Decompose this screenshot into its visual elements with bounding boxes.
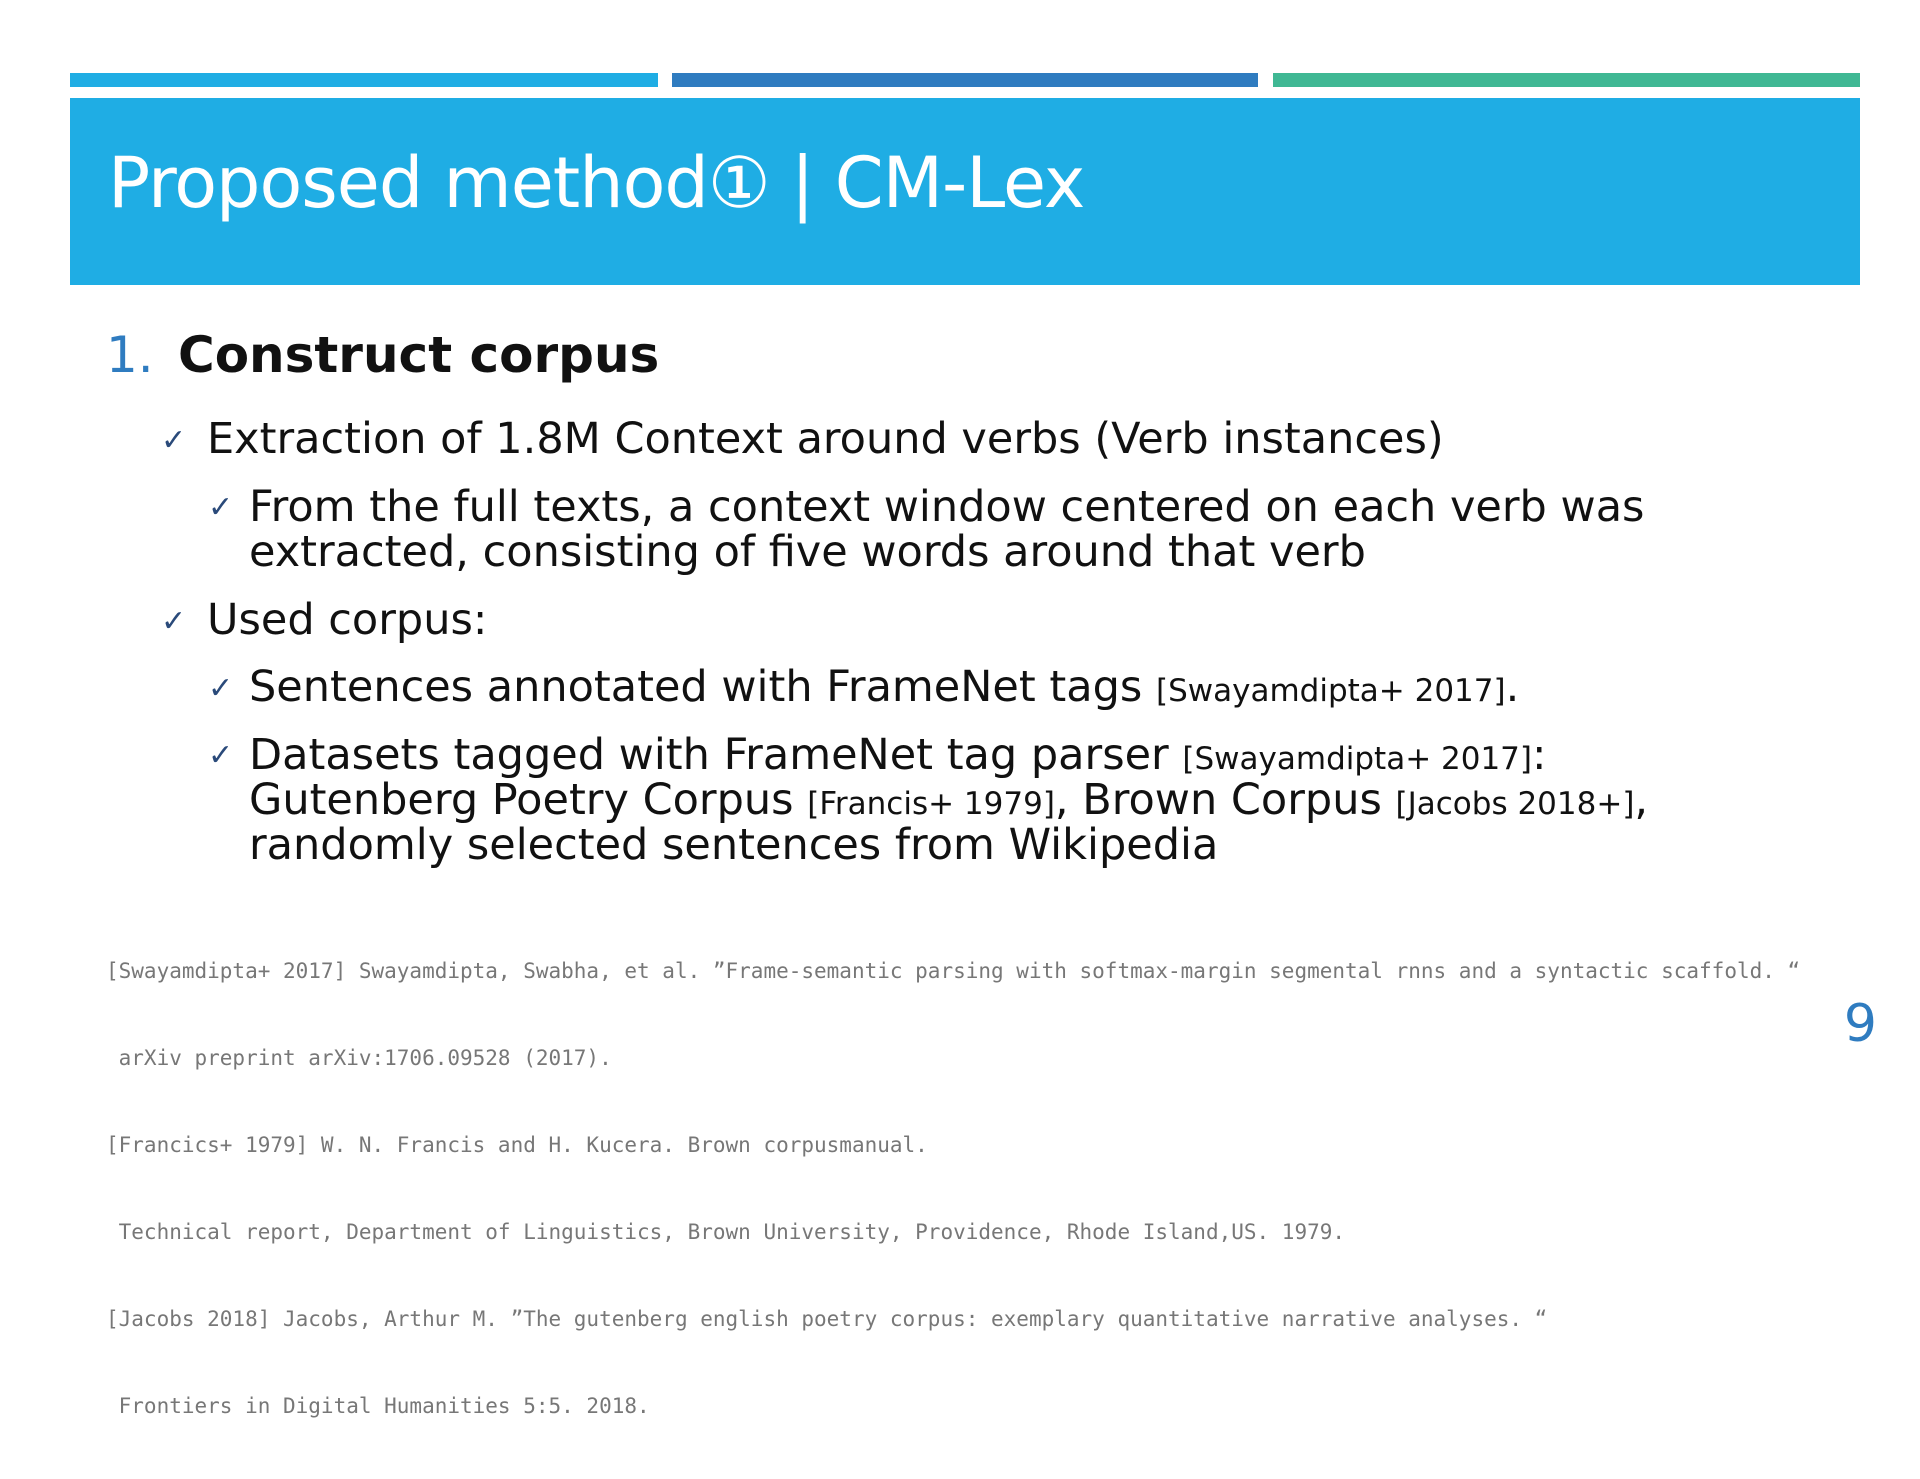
check-icon: ✓ <box>208 490 234 525</box>
reference-line: Frontiers in Digital Humanities 5:5. 2018. <box>106 1394 650 1418</box>
page-number: 9 <box>1843 994 1877 1054</box>
sub-bullet-line: extracted, consisting of five words around that verb <box>249 527 1366 578</box>
check-icon: ✓ <box>208 671 234 706</box>
reference-line: arXiv preprint arXiv:1706.09528 (2017). <box>106 1046 612 1070</box>
heading-text: Construct corpus <box>178 326 660 384</box>
reference-line: [Swayamdipta+ 2017] Swayamdipta, Swabha, et al. ”Frame-semantic parsing with softmax-margin segmental rnns and a syntactic scaffold. “ <box>106 959 1801 983</box>
reference-line: [Jacobs 2018] Jacobs, Arthur M. ”The gutenberg english poetry corpus: exemplary quantitative narrative analyses. “ <box>106 1307 1548 1331</box>
reference-line: Technical report, Department of Linguistics, Brown University, Providence, Rhode Island,US. 1979. <box>106 1220 1346 1244</box>
citation: [Francis+ 1979] <box>807 786 1055 823</box>
accent-bar-dark-blue <box>672 73 1258 87</box>
heading-number: 1. <box>106 326 154 384</box>
check-icon: ✓ <box>208 738 234 773</box>
bullet-text: , Brown Corpus <box>1054 775 1396 826</box>
slide-title: Proposed method① | CM-Lex <box>108 142 1085 224</box>
citation: [Swayamdipta+ 2017] <box>1156 673 1506 709</box>
title-band <box>70 98 1860 285</box>
bullet-text: . <box>1505 662 1520 712</box>
bullet-text: Datasets tagged with FrameNet tag parser <box>249 730 1183 780</box>
bullet-used-corpus: Used corpus: <box>207 595 488 645</box>
sub-bullet-framenet-sentences <box>249 662 1520 712</box>
bullet-text: , <box>1634 775 1649 826</box>
bullet-text: Sentences annotated with FrameNet tags <box>249 662 1156 712</box>
bullet-extraction: Extraction of 1.8M Context around verbs (Verb instances) <box>207 414 1444 464</box>
section-heading <box>106 328 659 383</box>
bullet-text: Gutenberg Poetry Corpus <box>249 775 808 826</box>
check-icon: ✓ <box>161 604 187 639</box>
accent-bar-light-blue <box>70 73 658 87</box>
check-icon: ✓ <box>161 423 187 458</box>
sub-bullet-line <box>249 730 1648 780</box>
sub-bullet-context-window <box>249 482 1645 578</box>
citation: [Jacobs 2018+] <box>1395 786 1635 823</box>
sub-bullet-line: From the full texts, a context window centered on each verb was <box>249 482 1645 532</box>
citation: [Swayamdipta+ 2017] <box>1182 741 1533 777</box>
sub-bullet-line: randomly selected sentences from Wikipedia <box>249 820 1219 871</box>
accent-bar-green <box>1273 73 1860 87</box>
references <box>106 899 1806 1479</box>
reference-line: [Francics+ 1979] W. N. Francis and H. Kucera. Brown corpusmanual. <box>106 1133 928 1157</box>
bullet-text: : <box>1532 730 1547 780</box>
sub-bullet-line <box>249 775 1649 826</box>
sub-bullet-tagged-datasets <box>249 730 1649 871</box>
